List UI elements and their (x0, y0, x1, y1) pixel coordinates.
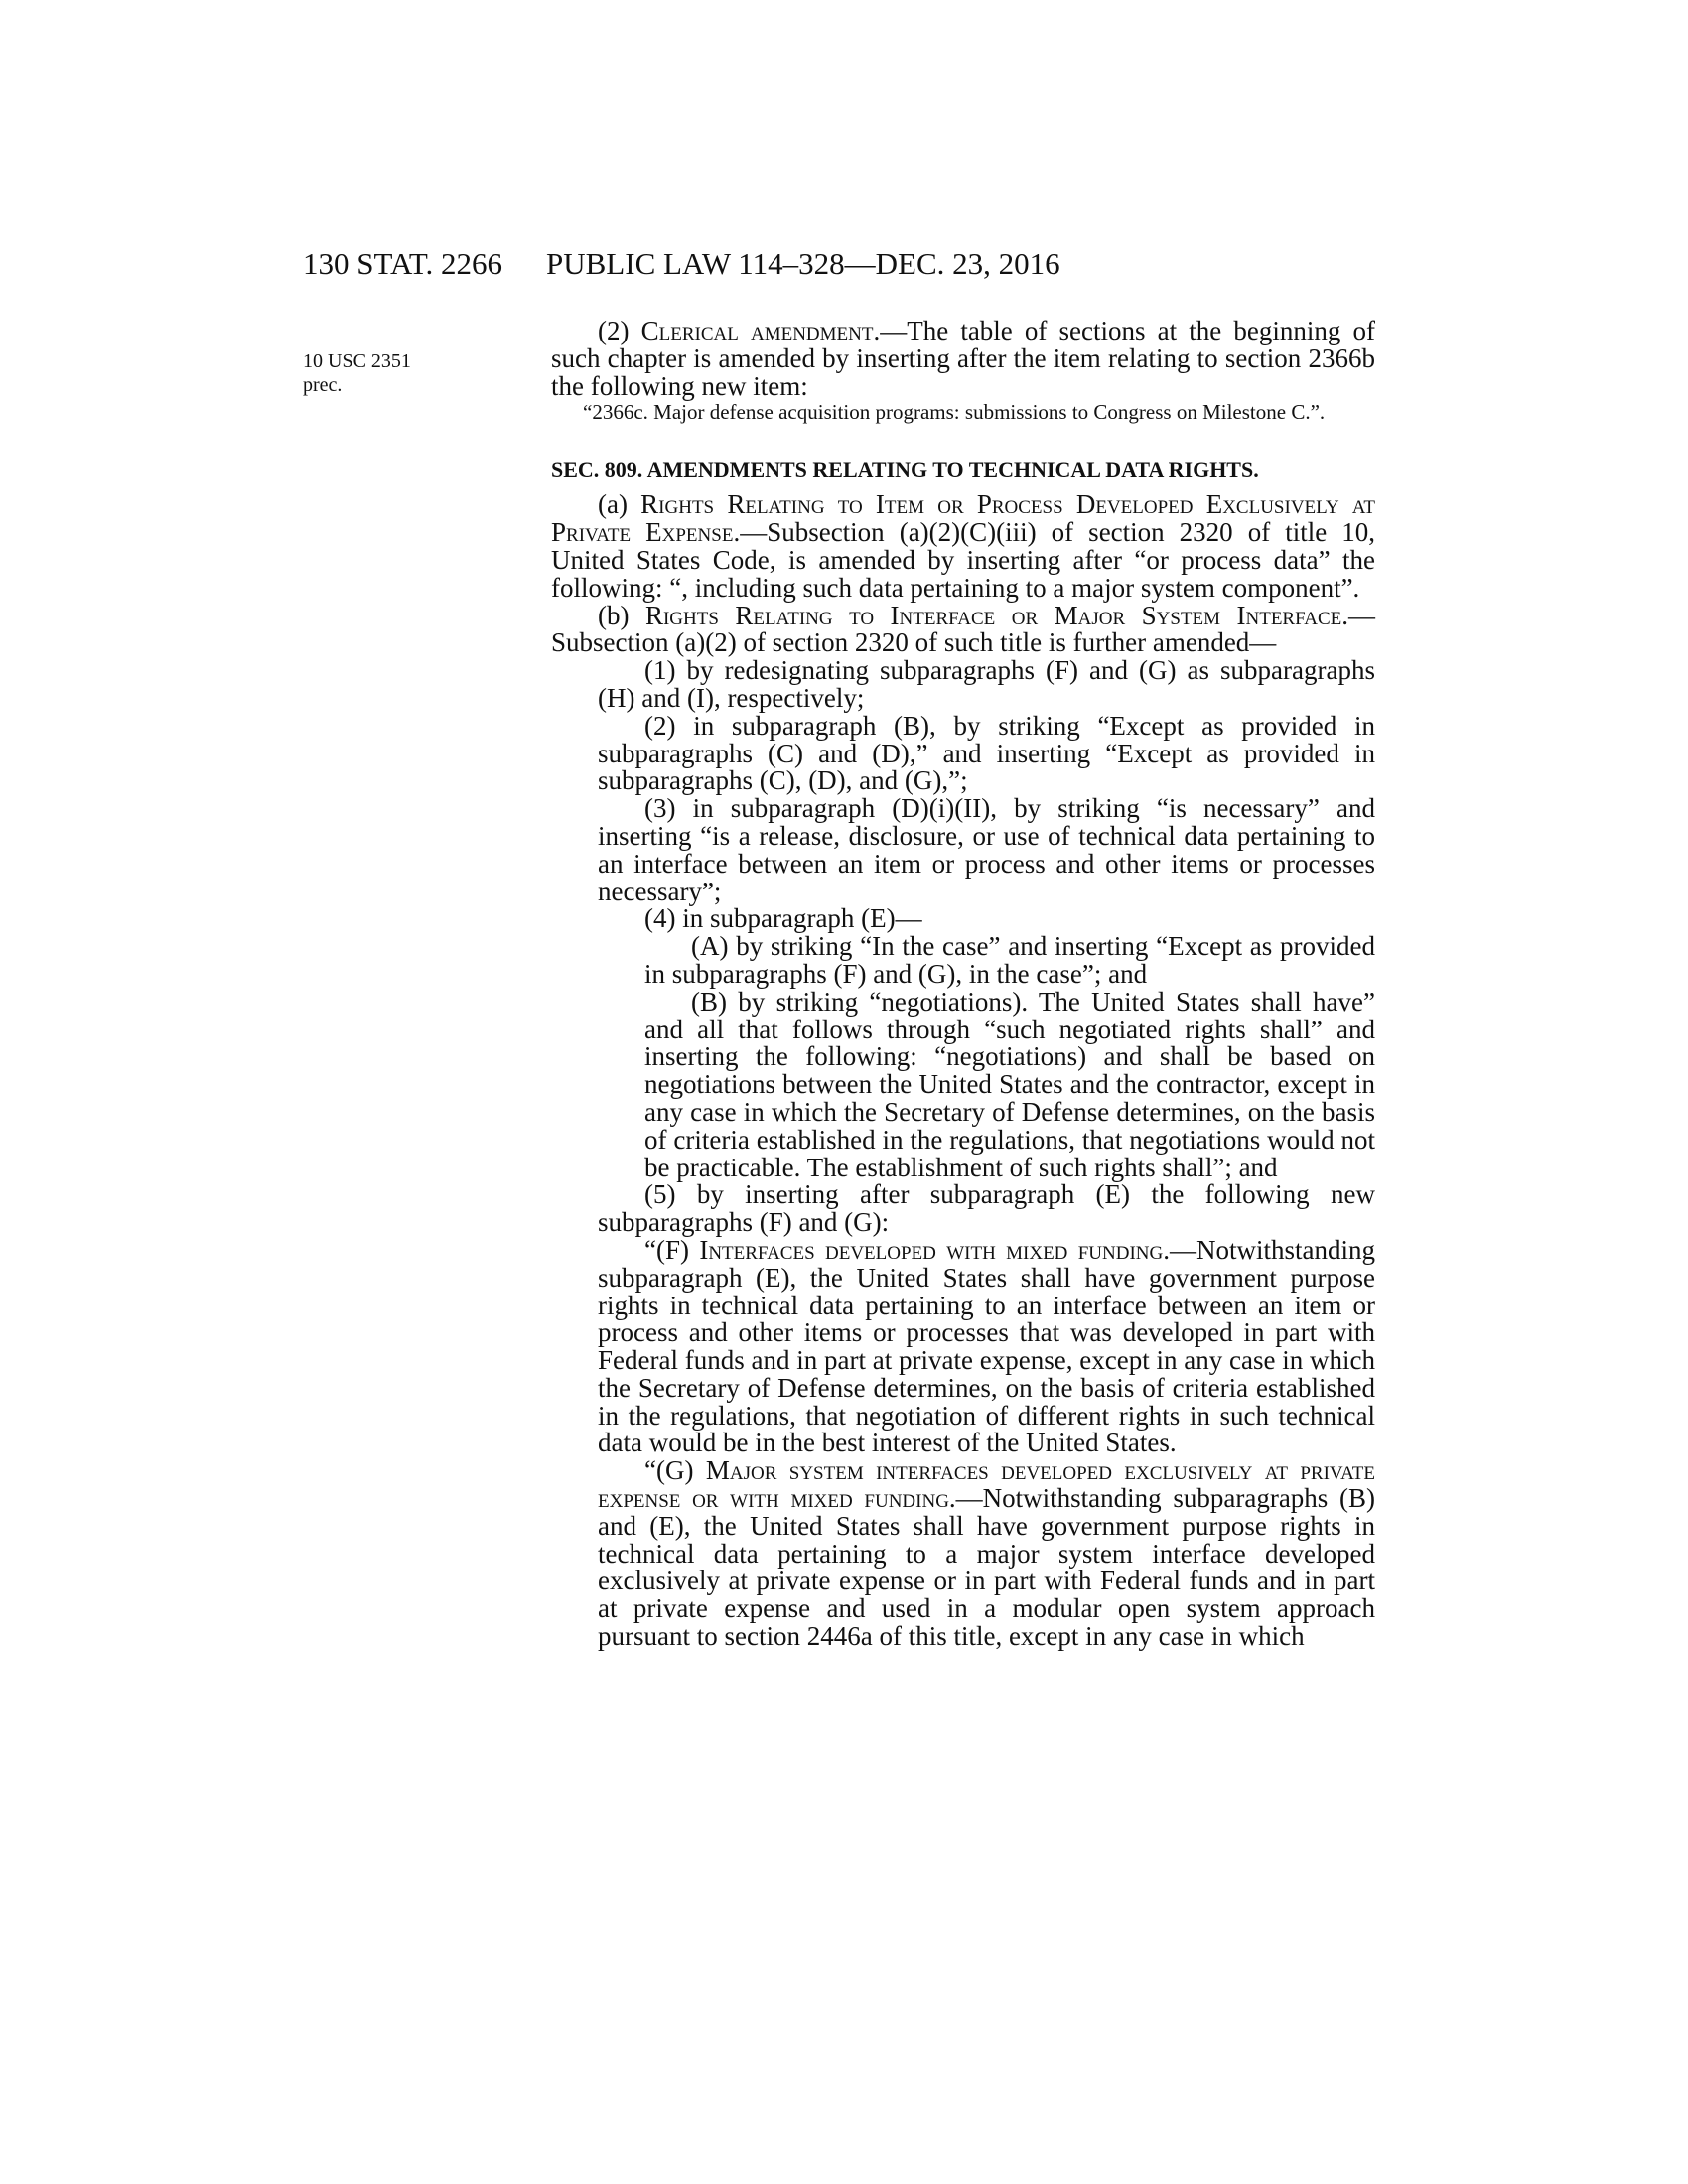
paragraph-number: (2) (598, 316, 641, 345)
paragraph-heading: Rights Relating to Interface or Major System Interface (644, 600, 1342, 630)
table-of-sections-item: “2366c. Major defense acquisition programs: submissions to Congress on Milestone C.”. (583, 400, 1326, 425)
paragraph-number: “(F) (644, 1234, 700, 1265)
list-item: (1) by redesignating subparagraphs (F) and (G) as subparagraphs (H) and (I), respectively; (598, 655, 1375, 713)
subsection-a (551, 491, 1375, 602)
paragraph-text: .—Notwithstanding subparagraph (E), the United States shall have government purpose rights in technical data pertaining to an interface between an item or process and other items or processes that was developed in part with Federal funds and in part at private expense, except in any case in which the Secretary of Defense determines, on the basis of criteria established in the regulations, that negotiation of different rights in such technical data would be in the best interest of the United States. (598, 1234, 1375, 1458)
subparagraph-g (551, 1457, 1375, 1651)
paragraph-number: (b) (598, 600, 645, 630)
paragraph-text: .—Subsection (a)(2)(C)(iii) of section 2320 of title 10, United States Code, is amended by inserting after “or process data” the following: “, including such data pertaining to a major system component”. (551, 517, 1375, 603)
clerical-amendment-paragraph (551, 318, 1375, 400)
paragraph-number: (a) (598, 489, 641, 520)
document-body (551, 318, 1375, 1651)
statute-page-number: 130 STAT. 2266 (303, 246, 503, 281)
paragraph-text: .—The table of sections at the beginning of such chapter is amended by inserting after the item relating to section 2366b the following new item: (551, 316, 1376, 401)
subparagraph-f (551, 1234, 1375, 1458)
margin-citation-line: prec. (303, 374, 343, 396)
list-item: (5) by inserting after subparagraph (E) the following new subparagraphs (F) and (G): (598, 1179, 1375, 1238)
public-law-title: PUBLIC LAW 114–328—DEC. 23, 2016 (546, 246, 1060, 281)
list-subitem: (B) by striking “negotiations). The United States shall have” and all that follows through “such negotiated rights shall” and inserting the following: “negotiations) and shall be based on negotiations between the United States and the contractor, except in any case in which the Secretary of Defense determines, on the basis of criteria established in the regulations, that negotiations would not be practicable. The establishment of such rights shall”; and (644, 986, 1375, 1182)
paragraph-heading: Major system interfaces developed exclusively at private expense or with mixed funding (598, 1455, 1376, 1514)
list-subitem: (A) by striking “In the case” and inserting “Except as provided in subparagraphs (F) and (G), in the case”; and (644, 931, 1375, 989)
list-item: (4) in subparagraph (E)— (644, 903, 922, 934)
list-item: (3) in subparagraph (D)(i)(II), by striking “is necessary” and inserting “is a release, disclosure, or use of technical data pertaining to an interface between an item or process and other items or processes necessary”; (598, 793, 1375, 906)
margin-citation (303, 349, 511, 397)
paragraph-number: “(G) (644, 1455, 706, 1486)
margin-citation-line: 10 USC 2351 (303, 350, 411, 372)
paragraph-text: .—Notwithstanding subparagraphs (B) and (E), the United States shall have government purpose rights in technical data pertaining to a major system interface developed exclusively at private expense or in part with Federal funds and in part at private expense and used in a modular open system approach pursuant to section 2446a of this title, except in any case in which (598, 1483, 1375, 1652)
section-heading: SEC. 809. AMENDMENTS RELATING TO TECHNICAL DATA RIGHTS. (551, 457, 1259, 482)
paragraph-heading: Rights Relating to Item or Process Developed Exclusively at Private Expense (551, 489, 1375, 548)
paragraph-heading: Interfaces developed with mixed funding (699, 1234, 1164, 1265)
list-item: (2) in subparagraph (B), by striking “Except as provided in subparagraphs (C) and (D),” and inserting “Except as provided in subparagraphs (C), (D), and (G),”; (598, 710, 1375, 796)
subsection-b (551, 600, 1376, 658)
paragraph-heading: Clerical amendment (640, 316, 874, 345)
paragraph-text: .—Subsection (a)(2) of section 2320 of such title is further amended— (551, 600, 1376, 658)
